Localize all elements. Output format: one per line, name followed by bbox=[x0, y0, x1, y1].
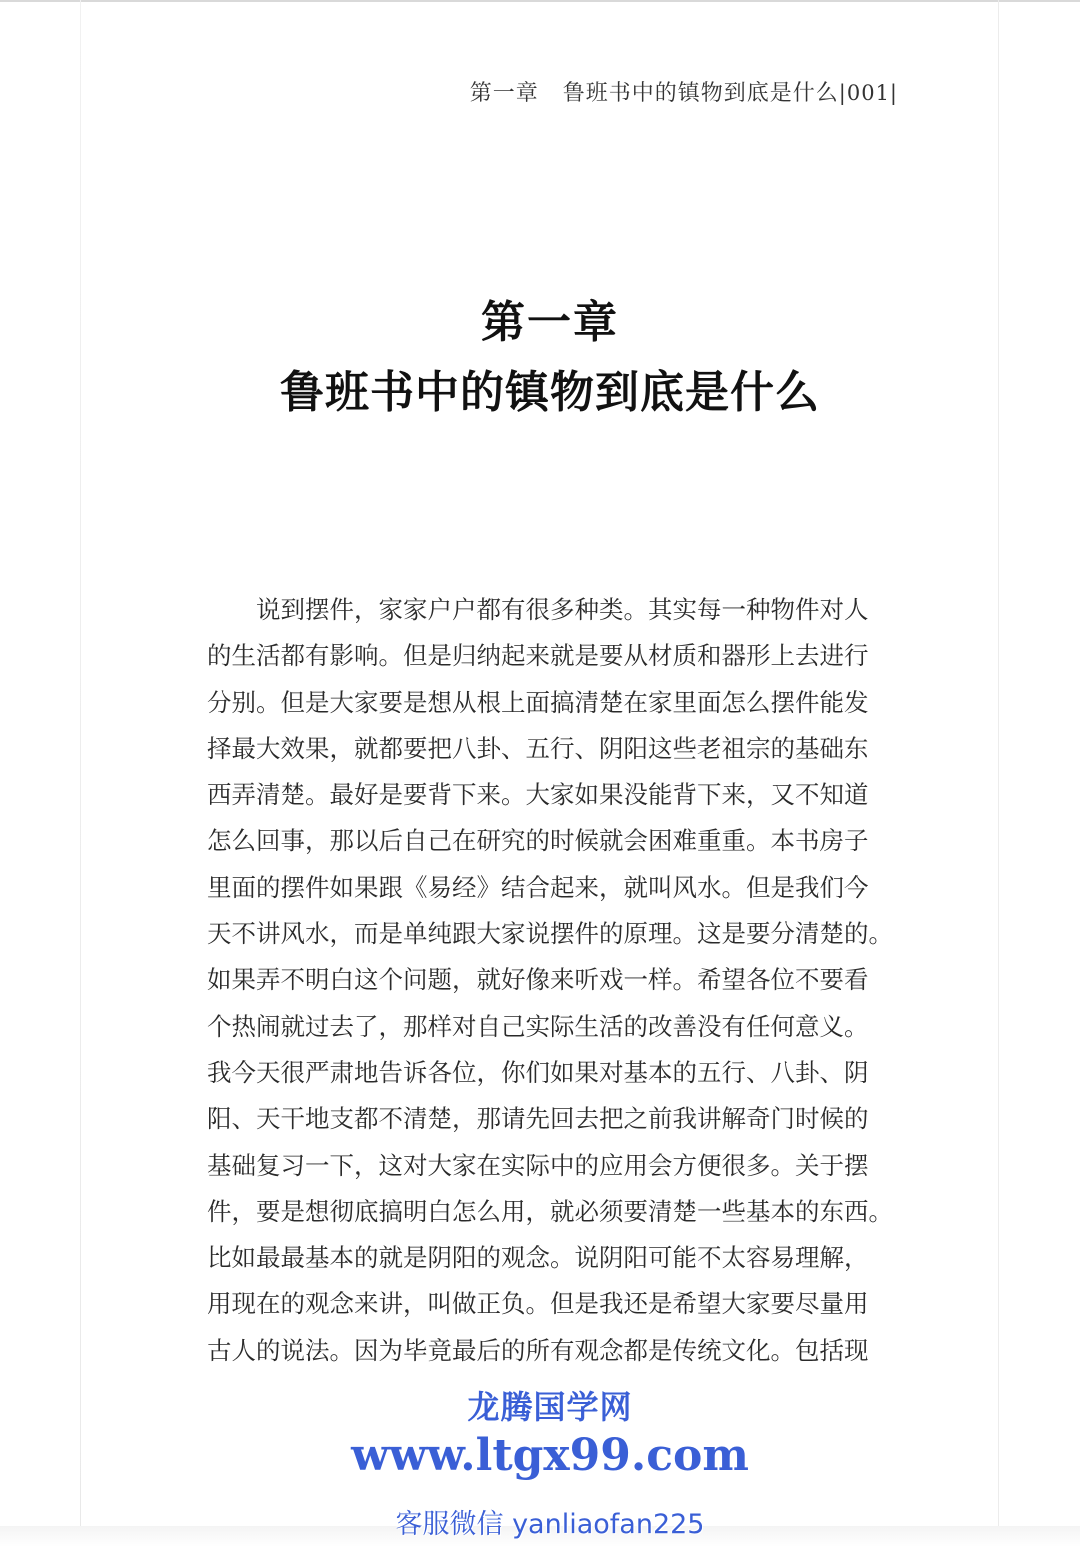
watermark-url: www.ltgx99.com bbox=[351, 1430, 749, 1481]
running-head-chapter: 第一章 bbox=[469, 81, 539, 106]
chapter-number-heading: 第一章 bbox=[481, 297, 619, 348]
body-line: 个热闹就过去了，那样对自己实际生活的改善没有任何意义。 bbox=[207, 1011, 869, 1041]
body-line: 天不讲风水，而是单纯跟大家说摆件的原理。这是要分清楚的。 bbox=[207, 919, 893, 949]
page-edge-left bbox=[80, 0, 81, 1547]
body-line: 古人的说法。因为毕竟最后的所有观念都是传统文化。包括现 bbox=[207, 1335, 869, 1365]
body-line: 比如最最基本的就是阴阳的观念。说阴阳可能不太容易理解， bbox=[207, 1243, 869, 1273]
body-line: 怎么回事，那以后自己在研究的时候就会困难重重。本书房子 bbox=[207, 826, 869, 856]
body-line: 的生活都有影响。但是归纳起来就是要从材质和器形上去进行 bbox=[207, 641, 869, 671]
watermark-brand: 龙腾国学网 bbox=[467, 1388, 633, 1426]
body-line: 我今天很严肃地告诉各位，你们如果对基本的五行、八卦、阴 bbox=[207, 1057, 869, 1087]
page-number: |001| bbox=[838, 81, 898, 105]
body-line: 基础复习一下，这对大家在实际中的应用会方便很多。关于摆 bbox=[207, 1150, 869, 1180]
chapter-title-heading: 鲁班书中的镇物到底是什么 bbox=[280, 367, 820, 418]
body-line: 件，要是想彻底搞明白怎么用，就必须要清楚一些基本的东西。 bbox=[207, 1196, 893, 1226]
body-line: 择最大效果，就都要把八卦、五行、阴阳这些老祖宗的基础东 bbox=[207, 733, 869, 763]
body-line: 说到摆件，家家户户都有很多种类。其实每一种物件对人 bbox=[207, 595, 869, 624]
page-top-rule bbox=[0, 0, 1080, 2]
running-head-title: 鲁班书中的镇物到底是什么 bbox=[562, 81, 839, 106]
body-line: 用现在的观念来讲，叫做正负。但是我还是希望大家要尽量用 bbox=[207, 1289, 869, 1319]
body-line: 阳、天干地支都不清楚，那请先回去把之前我讲解奇门时候的 bbox=[207, 1104, 869, 1134]
body-line: 分别。但是大家要是想从根上面搞清楚在家里面怎么摆件能发 bbox=[207, 687, 869, 717]
page-edge-right bbox=[998, 0, 999, 1547]
body-line: 里面的摆件如果跟《易经》结合起来，就叫风水。但是我们今 bbox=[207, 872, 869, 902]
running-head bbox=[470, 76, 898, 107]
watermark-contact: 客服微信 yanliaofan225 bbox=[395, 1509, 705, 1540]
body-line: 如果弄不明白这个问题，就好像来听戏一样。希望各位不要看 bbox=[207, 965, 869, 995]
body-paragraph bbox=[207, 587, 907, 1374]
body-line: 西弄清楚。最好是要背下来。大家如果没能背下来，又不知道 bbox=[207, 780, 869, 810]
